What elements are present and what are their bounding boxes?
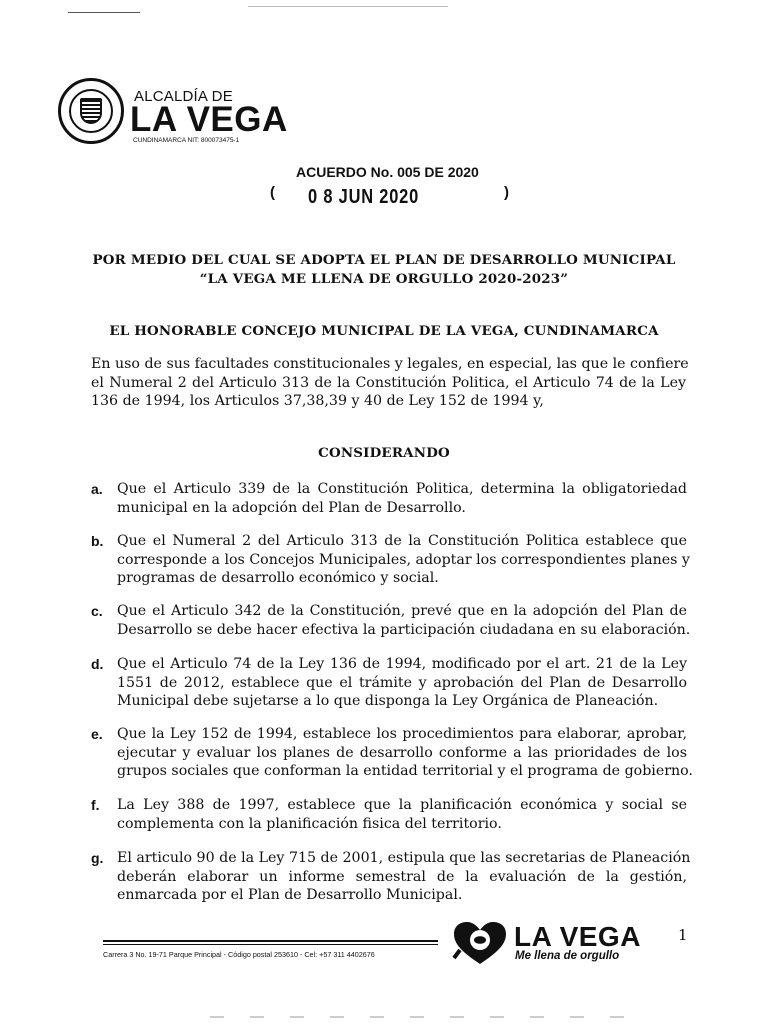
footer-rule — [103, 940, 438, 942]
municipal-seal-logo — [58, 78, 124, 144]
item-line: Que el Articulo 339 de la Constitución Politica, determina la obligatoriedad — [117, 481, 687, 497]
item-line: El articulo 90 de la Ley 715 de 2001, estipula que las secretarias de Planeación — [117, 850, 691, 866]
considerando-item-f — [91, 796, 691, 833]
item-line: La Ley 388 de 1997, establece que la planificación económica y social se — [117, 797, 687, 813]
considerando-item-b — [91, 532, 691, 588]
coat-of-arms-icon — [80, 98, 102, 124]
considerando-item-g — [91, 849, 691, 905]
alcaldia-label: ALCALDÍA DE — [134, 88, 233, 105]
item-letter: g. — [91, 850, 104, 866]
issuer-heading: EL HONORABLE CONCEJO MUNICIPAL DE LA VEGA, CUNDINAMARCA — [109, 323, 659, 339]
footer-address: Carrera 3 No. 19-71 Parque Principal - Código postal 253610 - Cel: +57 311 4402676 — [103, 950, 375, 959]
item-letter: b. — [91, 533, 104, 549]
page-number: 1 — [678, 926, 688, 944]
date-stamp: 0 8 JUN 2020 — [308, 186, 420, 208]
item-letter: c. — [91, 603, 103, 619]
item-letter: a. — [91, 481, 103, 497]
intro-line: el Numeral 2 del Articulo 313 de la Constitución Politica, el Articulo 74 de la Ley — [91, 374, 686, 391]
brand-name: LA VEGA — [514, 921, 641, 952]
item-line: Que el Articulo 342 de la Constitución, prevé que en la adopción del Plan de — [117, 603, 687, 619]
scan-artifact-line — [68, 12, 140, 13]
document-title-line-2: “LA VEGA ME LLENA DE ORGULLO 2020-2023” — [199, 271, 569, 287]
item-line: ejecutar y evaluar los planes de desarrollo conforme a las prioridades de los — [117, 744, 687, 761]
scan-artifact-line — [248, 6, 448, 7]
footer-rule — [103, 944, 438, 945]
item-line: Que la Ley 152 de 1994, establece los procedimientos para elaborar, aprobar, — [117, 726, 687, 742]
item-line: Que el Articulo 74 de la Ley 136 de 1994, modificado por el art. 21 de la Ley — [117, 656, 687, 672]
item-line: enmarcada por el Plan de Desarrollo Municipal. — [117, 887, 463, 904]
item-line: municipal en la adopción del Plan de Desarrollo. — [117, 499, 466, 516]
paren-close: ) — [504, 184, 509, 201]
item-line: programas de desarrollo económico y social. — [117, 570, 439, 587]
intro-line: 136 de 1994, los Articulos 37,38,39 y 40 de Ley 152 de 1994 y, — [91, 393, 544, 410]
item-line: grupos sociales que conforman la entidad territorial y el programa de gobierno. — [117, 763, 693, 780]
document-title-line-1: POR MEDIO DEL CUAL SE ADOPTA EL PLAN DE DESARROLLO MUNICIPAL — [92, 252, 676, 268]
item-line: Municipal debe sujetarse a lo que disponga la Ley Orgánica de Planeación. — [117, 693, 659, 710]
item-line: deberán elaborar un informe semestral de la evaluación de la gestión, — [117, 868, 687, 885]
considerando-item-c — [91, 602, 691, 639]
item-letter: d. — [91, 656, 104, 672]
considerando-item-d — [91, 655, 691, 711]
item-line: complementa con la planificación fisica del territorio. — [117, 815, 502, 832]
intro-paragraph — [91, 355, 689, 411]
paren-open: ( — [270, 184, 275, 201]
item-line: 1551 de 2012, establece que el trámite y aprobación del Plan de Desarrollo — [117, 674, 687, 691]
considerando-item-e — [91, 725, 691, 781]
considerando-heading: CONSIDERANDO — [318, 445, 450, 461]
city-name-logo-text: LA VEGA — [130, 100, 288, 139]
considerando-item-a — [91, 480, 691, 517]
brand-slogan: Me llena de orgullo — [515, 950, 620, 962]
item-letter: e. — [91, 726, 103, 742]
item-line: corresponde a los Concejos Municipales, adoptar los correspondientes planes y — [117, 551, 690, 568]
brand-heart-logo-icon — [452, 920, 508, 966]
item-line: Desarrollo se debe hacer efectiva la participación ciudadana en su elaboración. — [117, 621, 691, 638]
seal-inner-ring — [69, 89, 113, 133]
intro-line: En uso de sus facultades constitucionales y legales, en especial, las que le confiere — [91, 356, 689, 372]
acuerdo-number: ACUERDO No. 005 DE 2020 — [296, 164, 479, 180]
item-line: Que el Numeral 2 del Articulo 313 de la Constitución Politica establece que — [117, 533, 687, 549]
item-letter: f. — [91, 797, 100, 813]
nit-line: CUNDINAMARCA NIT: 800073475-1 — [133, 137, 240, 144]
scan-artifact-line — [210, 1016, 630, 1018]
